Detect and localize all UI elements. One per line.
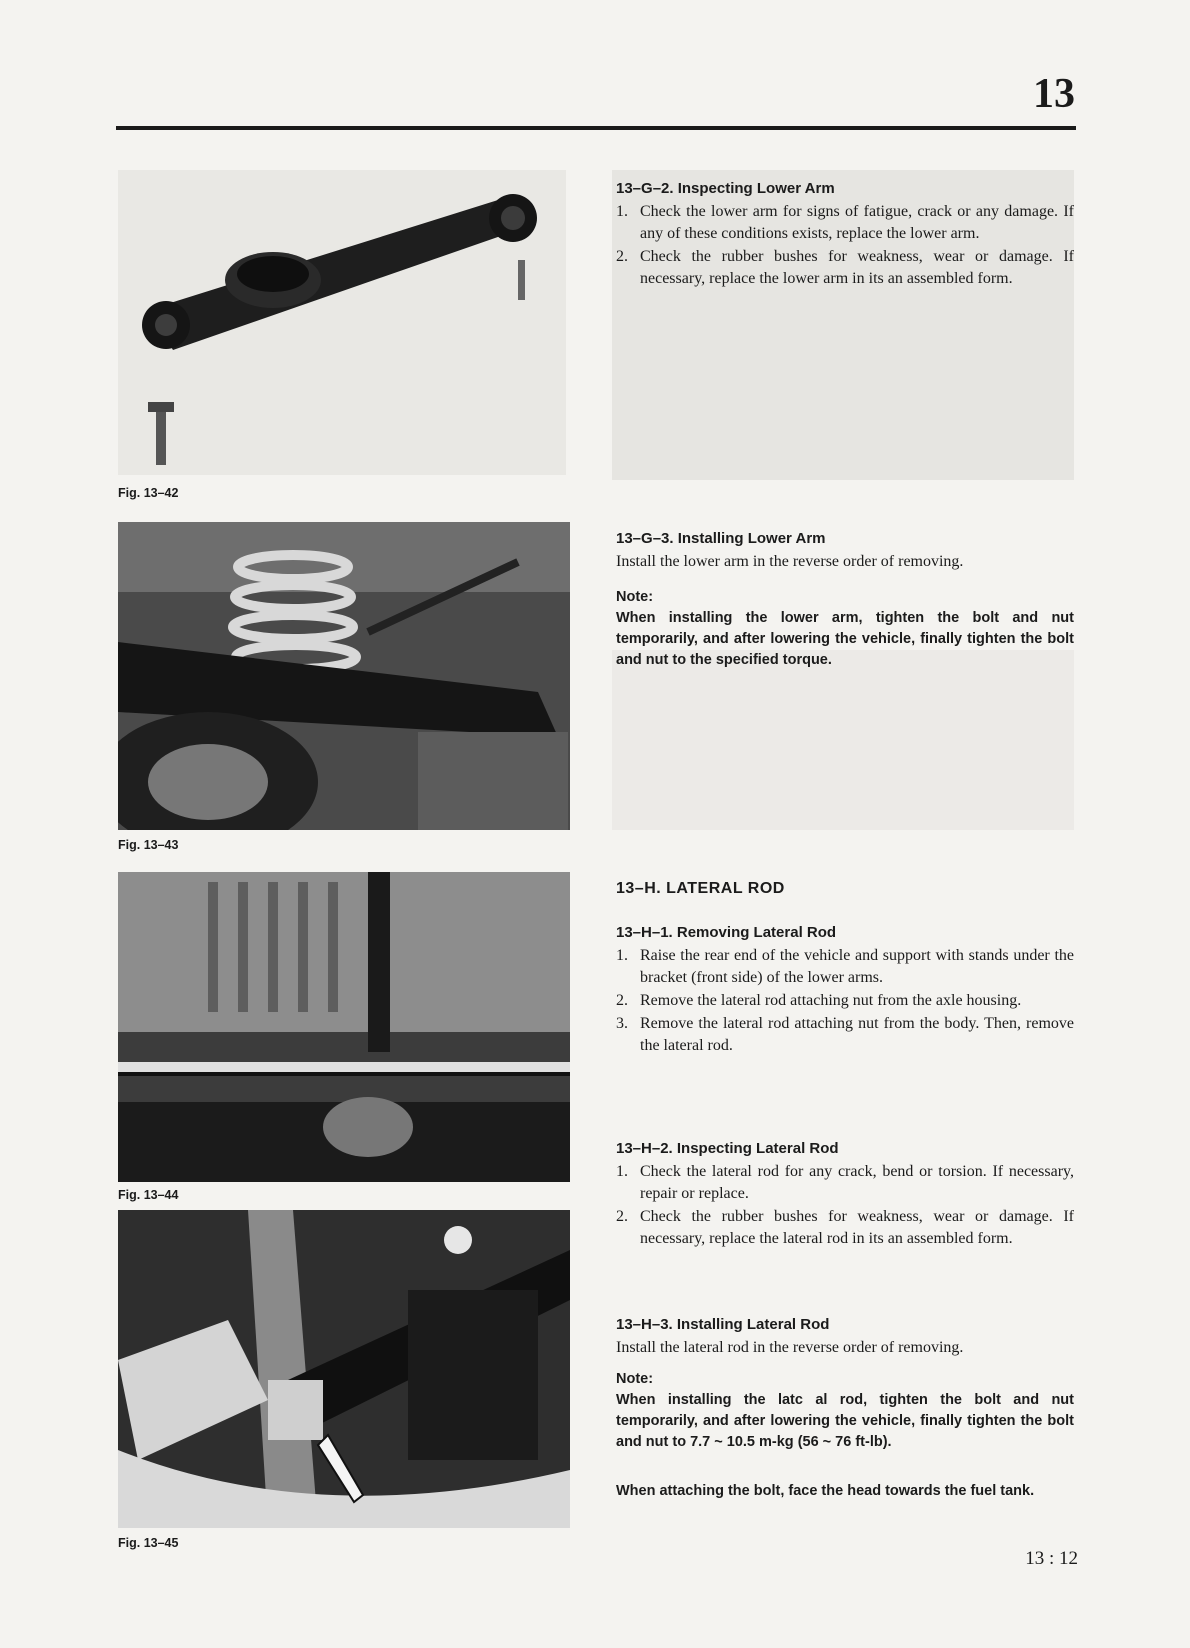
step-text: Check the lateral rod for any crack, bend or torsion. If necessary, repair or replace. (640, 1163, 1074, 1202)
section-13-h-3-note2: When attaching the bolt, face the head towards the fuel tank. (616, 1483, 1035, 1499)
ghost-panel-middle (612, 650, 1074, 830)
section-13-h-3 (616, 1316, 1074, 1502)
section-13-h-1 (616, 924, 1074, 1058)
section-13-h-3-text: Install the lateral rod in the reverse order of removing. (616, 1339, 964, 1356)
section-13-g-2 (616, 180, 1074, 291)
lateral-rod-underbody-photo-icon (118, 872, 570, 1182)
section-13-h-2-steps (616, 1161, 1074, 1250)
section-13-h-3-note-text: When installing the latc al rod, tighten the bolt and nut temporarily, and after lowering the vehicle, finally tighten the bolt and nut to 7.7 ~ 10.5 m-kg (56 ~ 76 ft-lb). (616, 1392, 1074, 1450)
figure-13-43-caption: Fig. 13–43 (118, 838, 179, 852)
figure-13-45-photo (118, 1210, 570, 1528)
step-number: 3. (616, 1015, 628, 1032)
step-number: 2. (616, 248, 628, 265)
figure-13-42-caption: Fig. 13–42 (118, 486, 179, 500)
section-13-h-1-heading: 13–H–1. Removing Lateral Rod (616, 924, 837, 941)
section-13-h-1-steps (616, 945, 1074, 1057)
step-number: 1. (616, 203, 628, 220)
section-13-g-3-note-label: Note: (616, 589, 654, 605)
figure-13-43-photo (118, 522, 570, 830)
step-text: Check the lower arm for signs of fatigue, crack or any damage. If any of these conditions exists, replace the lower arm. (640, 203, 1074, 242)
section-13-g-3-text: Install the lower arm in the reverse order of removing. (616, 553, 964, 570)
step-text: Raise the rear end of the vehicle and support with stands under the bracket (front side) of the lower arms. (640, 947, 1074, 986)
section-13-h-3-note-label: Note: (616, 1371, 654, 1387)
section-13-g-2-steps (616, 201, 1074, 290)
section-13-g-3-note-text: When installing the lower arm, tighten the bolt and nut temporarily, and after lowering the vehicle, finally tighten the bolt and nut to the specified torque. (616, 610, 1074, 668)
section-13-h-3-heading: 13–H–3. Installing Lateral Rod (616, 1316, 830, 1333)
step-number: 1. (616, 1163, 628, 1180)
section-13-h-2-heading: 13–H–2. Inspecting Lateral Rod (616, 1140, 839, 1157)
page-number: 13 : 12 (1025, 1548, 1078, 1569)
lower-arm-installed-photo-icon (118, 522, 570, 830)
list-item (616, 1206, 1074, 1250)
step-number: 1. (616, 947, 628, 964)
step-text: Check the rubber bushes for weakness, wear or damage. If necessary, replace the lower arm in its an assembled form. (640, 248, 1074, 287)
list-item (616, 201, 1074, 245)
step-number: 2. (616, 1208, 628, 1225)
section-13-h-2 (616, 1140, 1074, 1251)
section-13-g-3-heading: 13–G–3. Installing Lower Arm (616, 530, 826, 547)
header-rule (116, 126, 1076, 130)
lower-arm-photo-icon (118, 170, 566, 475)
list-item (616, 1013, 1074, 1057)
step-text: Remove the lateral rod attaching nut from the axle housing. (640, 992, 1022, 1009)
figure-13-45-caption: Fig. 13–45 (118, 1536, 179, 1550)
step-text: Check the rubber bushes for weakness, wear or damage. If necessary, replace the lateral rod in its an assembled form. (640, 1208, 1074, 1247)
list-item (616, 990, 1074, 1012)
lateral-rod-bolt-photo-icon (118, 1210, 570, 1528)
figure-13-44-photo (118, 872, 570, 1182)
section-13-h-heading: 13–H. LATERAL ROD (616, 880, 785, 897)
list-item (616, 1161, 1074, 1205)
step-text: Remove the lateral rod attaching nut from the body. Then, remove the lateral rod. (640, 1015, 1074, 1054)
section-13-g-2-heading: 13–G–2. Inspecting Lower Arm (616, 180, 835, 197)
list-item (616, 945, 1074, 989)
section-13-g-3 (616, 530, 1074, 671)
figure-13-42-photo (118, 170, 566, 475)
list-item (616, 246, 1074, 290)
chapter-number: 13 (1033, 71, 1075, 117)
figure-13-44-caption: Fig. 13–44 (118, 1188, 179, 1202)
step-number: 2. (616, 992, 628, 1009)
